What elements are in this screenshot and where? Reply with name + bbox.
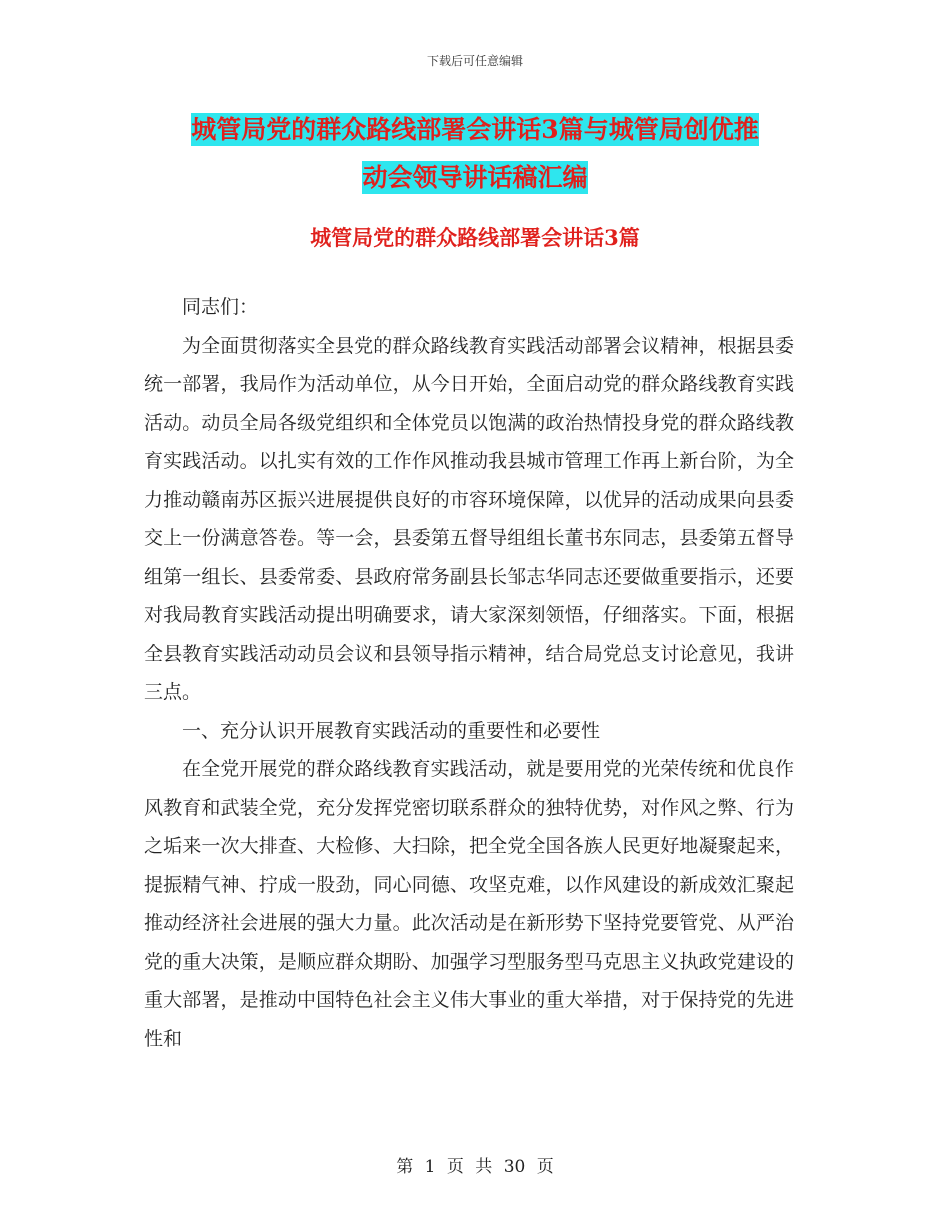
main-title: [140, 106, 810, 202]
section-title: 城管局党的群众路线部署会讲话3篇: [310, 225, 640, 250]
section-heading: 一、充分认识开展教育实践活动的重要性和必要性: [182, 719, 601, 742]
page-number: 第 1 页 共 30 页: [396, 1157, 554, 1177]
salutation: 同志们：: [182, 296, 259, 318]
main-title-line-2: 动会领导讲话稿汇编: [362, 163, 588, 192]
body-text: [144, 288, 794, 1058]
paragraph: 在全党开展党的群众路线教育实践活动，就是要用党的光荣传统和优良作风教育和武装全党，充分发挥党密切联系群众的独特优势，对作风之弊、行为之垢来一次大排查、大检修、大扫除，把全党全国各族人民更好地凝聚起来，提振精气神、拧成一股劲，同心同德、攻坚克难，以作风建设的新成效汇聚起推动经济社会进展的强大力量。此次活动是在新形势下坚持党要管党、从严治党的重大决策，是顺应群众期盼、加强学习型服务型马克思主义执政党建设的重大部署，是推动中国特色社会主义伟大事业的重大举措，对于保持党的先进性和: [144, 758, 794, 1050]
header-note: 下载后可任意编辑: [426, 54, 523, 68]
main-title-line-1: 城管局党的群众路线部署会讲话3篇与城管局创优推: [191, 115, 759, 144]
paragraph: 为全面贯彻落实全县党的群众路线教育实践活动部署会议精神，根据县委统一部署，我局作为活动单位，从今日开始，全面启动党的群众路线教育实践活动。动员全局各级党组织和全体党员以饱满的政治热情投身党的群众路线教育实践活动。以扎实有效的工作作风推动我县城市管理工作再上新台阶，为全力推动赣南苏区振兴进展提供良好的市容环境保障，以优异的活动成果向县委交上一份满意答卷。等一会，县委第五督导组组长董书东同志，县委第五督导组第一组长、县委常委、县政府常务副县长邹志华同志还要做重要指示，还要对我局教育实践活动提出明确要求，请大家深刻领悟，仔细落实。下面，根据全县教育实践活动动员会议和县领导指示精神，结合局党总支讨论意见，我讲三点。: [144, 334, 794, 703]
